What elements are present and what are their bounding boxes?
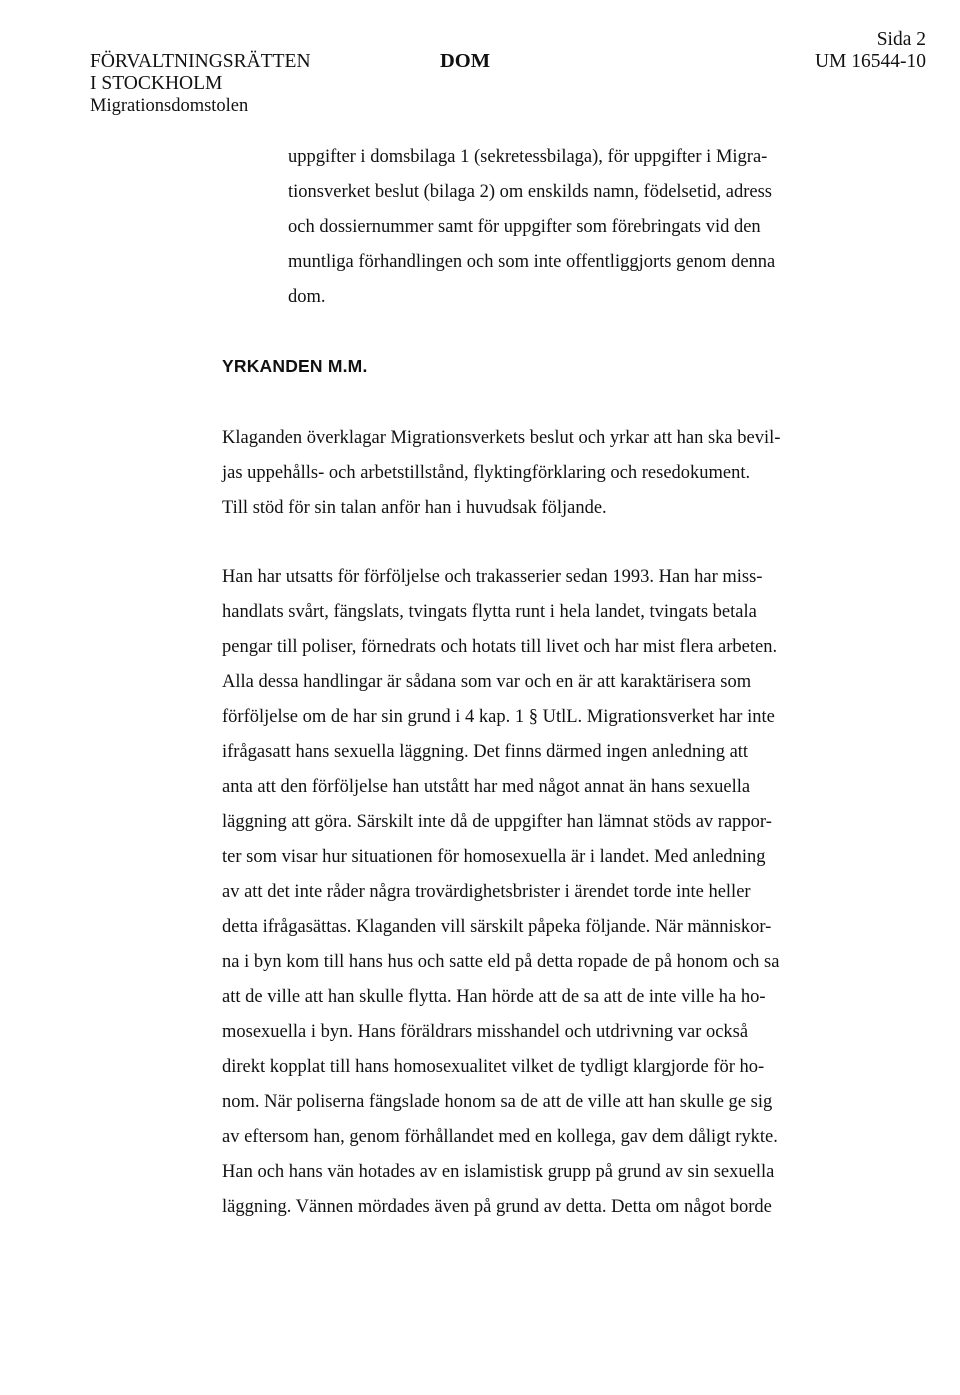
text-line: Klaganden överklagar Migrationsverkets beslut och yrkar att han ska bevil- — [222, 428, 781, 448]
page-number: Sida 2 — [876, 29, 926, 50]
text-line: att de ville att han skulle flytta. Han hörde att de sa att de inte ville ha ho- — [222, 987, 766, 1007]
text-line: jas uppehålls- och arbetstillstånd, flyktingförklaring och resedokument. — [222, 463, 751, 483]
text-line: na i byn kom till hans hus och satte eld på detta ropade de på honom och sa — [222, 952, 780, 972]
text-line: pengar till poliser, förnedrats och hotats till livet och har mist flera arbeten. — [222, 637, 778, 657]
text-line: av eftersom han, genom förhållandet med en kollega, gav dem dåligt rykte. — [222, 1127, 778, 1147]
text-line: läggning att göra. Särskilt inte då de uppgifter han lämnat stöds av rappor- — [222, 812, 772, 832]
text-line: Till stöd för sin talan anför han i huvudsak följande. — [222, 498, 607, 518]
text-line: och dossiernummer samt för uppgifter som förebringats vid den — [288, 217, 761, 237]
text-line: Han har utsatts för förföljelse och trakasserier sedan 1993. Han har miss- — [222, 567, 763, 587]
document-type: DOM — [440, 50, 491, 72]
text-line: förföljelse om de har sin grund i 4 kap. 1 § UtlL. Migrationsverket har inte — [222, 707, 775, 727]
text-line: handlats svårt, fängslats, tvingats flytta runt i hela landet, tvingats betala — [222, 602, 757, 622]
court-name-line1: FÖRVALTNINGSRÄTTEN — [90, 51, 311, 72]
text-line: tionsverket beslut (bilaga 2) om enskilds namn, födelsetid, adress — [288, 182, 772, 202]
text-line: detta ifrågasättas. Klaganden vill särskilt påpeka följande. När människor- — [222, 917, 772, 937]
case-number: UM 16544-10 — [814, 51, 926, 72]
text-line: uppgifter i domsbilaga 1 (sekretessbilaga), för uppgifter i Migra- — [288, 147, 768, 167]
section-heading: YRKANDEN M.M. — [222, 356, 368, 376]
court-name-line2: I STOCKHOLM — [90, 73, 223, 94]
text-line: Alla dessa handlingar är sådana som var och en är att karaktärisera som — [222, 672, 752, 692]
text-line: av att det inte råder några trovärdighetsbrister i ärendet torde inte heller — [222, 882, 751, 902]
text-line: Han och hans vän hotades av en islamistisk grupp på grund av sin sexuella — [222, 1162, 775, 1182]
text-line: muntliga förhandlingen och som inte offentliggjorts genom denna — [288, 252, 776, 272]
text-line: läggning. Vännen mördades även på grund av detta. Detta om något borde — [222, 1197, 772, 1217]
text-line: ter som visar hur situationen för homosexuella är i landet. Med anledning — [222, 847, 766, 867]
court-division: Migrationsdomstolen — [90, 96, 249, 116]
text-line: nom. När poliserna fängslade honom sa de att de ville att han skulle ge sig — [222, 1092, 773, 1112]
text-line: anta att den förföljelse han utstått har med något annat än hans sexuella — [222, 777, 751, 797]
text-line: ifrågasatt hans sexuella läggning. Det finns därmed ingen anledning att — [222, 742, 749, 762]
text-line: dom. — [288, 287, 326, 307]
text-line: direkt kopplat till hans homosexualitet vilket de tydligt klargjorde för ho- — [222, 1057, 765, 1077]
text-line: mosexuella i byn. Hans föräldrars misshandel och utdrivning var också — [222, 1022, 749, 1042]
